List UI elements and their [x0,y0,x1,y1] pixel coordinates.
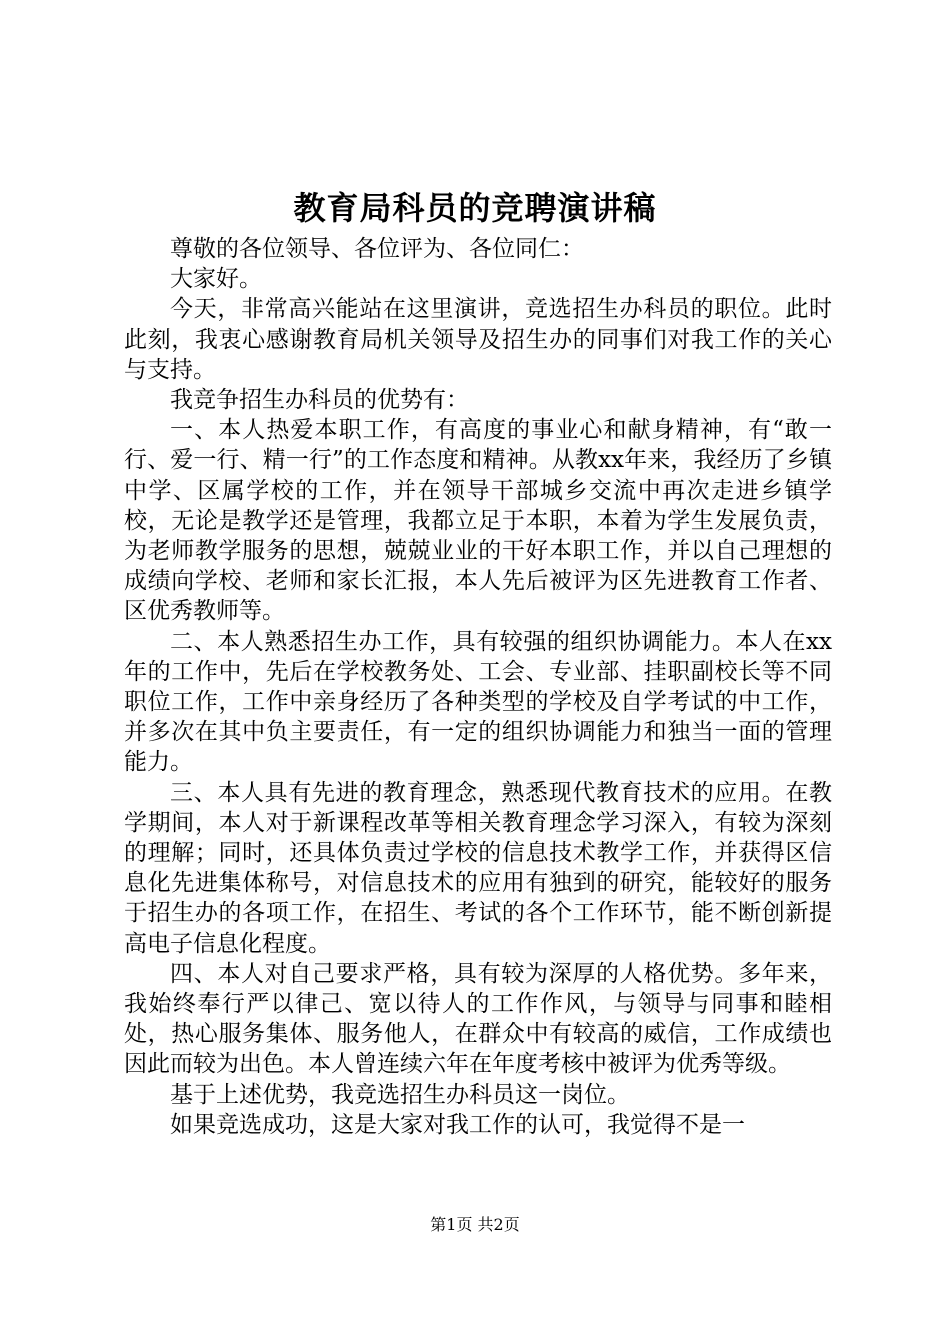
paragraph-advantage-2: 二、本人熟悉招生办工作，具有较强的组织协调能力。本人在xx年的工作中，先后在学校教务处、工会、专业部、挂职副校长等不同职位工作，工作中亲身经历了各种类型的学校及自学考试的中工作，并多次在其中负主要责任，有一定的组织协调能力和独当一面的管理能力。 [124,628,832,776]
paragraph-advantage-4: 四、本人对自己要求严格，具有较为深厚的人格优势。多年来，我始终奉行严以律己、宽以待人的工作作风，与领导与同事和睦相处，热心服务集体、服务他人，在群众中有较高的威信，工作成绩也因此而较为出色。本人曾连续六年在年度考核中被评为优秀等级。 [124,960,832,1078]
paragraph-conclusion: 基于上述优势，我竞选招生办科员这一岗位。 [170,1081,630,1108]
page-footer: 第1页 共2页 [430,1215,520,1234]
paragraph-advantages-heading: 我竞争招生办科员的优势有： [170,387,469,414]
paragraph-closing: 如果竞选成功，这是大家对我工作的认可，我觉得不是一 [170,1111,745,1138]
document-title: 教育局科员的竞聘演讲稿 [293,189,657,227]
document-body [124,234,832,1140]
paragraph-advantage-1: 一、本人热爱本职工作，有高度的事业心和献身精神，有“敢一行、爱一行、精一行”的工作态度和精神。从教xx年来，我经历了乡镇中学、区属学校的工作，并在领导干部城乡交流中再次走进乡镇学校，无论是教学还是管理，我都立足于本职，本着为学生发展负责，为老师教学服务的思想，兢兢业业的干好本职工作，并以自己理想的成绩向学校、老师和家长汇报，本人先后被评为区先进教育工作者、区优秀教师等。 [124,417,832,625]
paragraph-intro: 今天，非常高兴能站在这里演讲，竞选招生办科员的职位。此时此刻，我衷心感谢教育局机关领导及招生办的同事们对我工作的关心与支持。 [124,296,832,383]
paragraph-salutation: 尊敬的各位领导、各位评为、各位同仁： [170,236,584,262]
paragraph-advantage-3: 三、本人具有先进的教育理念，熟悉现代教育技术的应用。在教学期间，本人对于新课程改革等相关教育理念学习深入，有较为深刻的理解；同时，还具体负责过学校的信息技术教学工作，并获得区信息化先进集体称号，对信息技术的应用有独到的研究，能较好的服务于招生办的各项工作，在招生、考试的各个工作环节，能不断创新提高电子信息化程度。 [124,779,832,957]
paragraph-greeting: 大家好。 [170,266,262,293]
